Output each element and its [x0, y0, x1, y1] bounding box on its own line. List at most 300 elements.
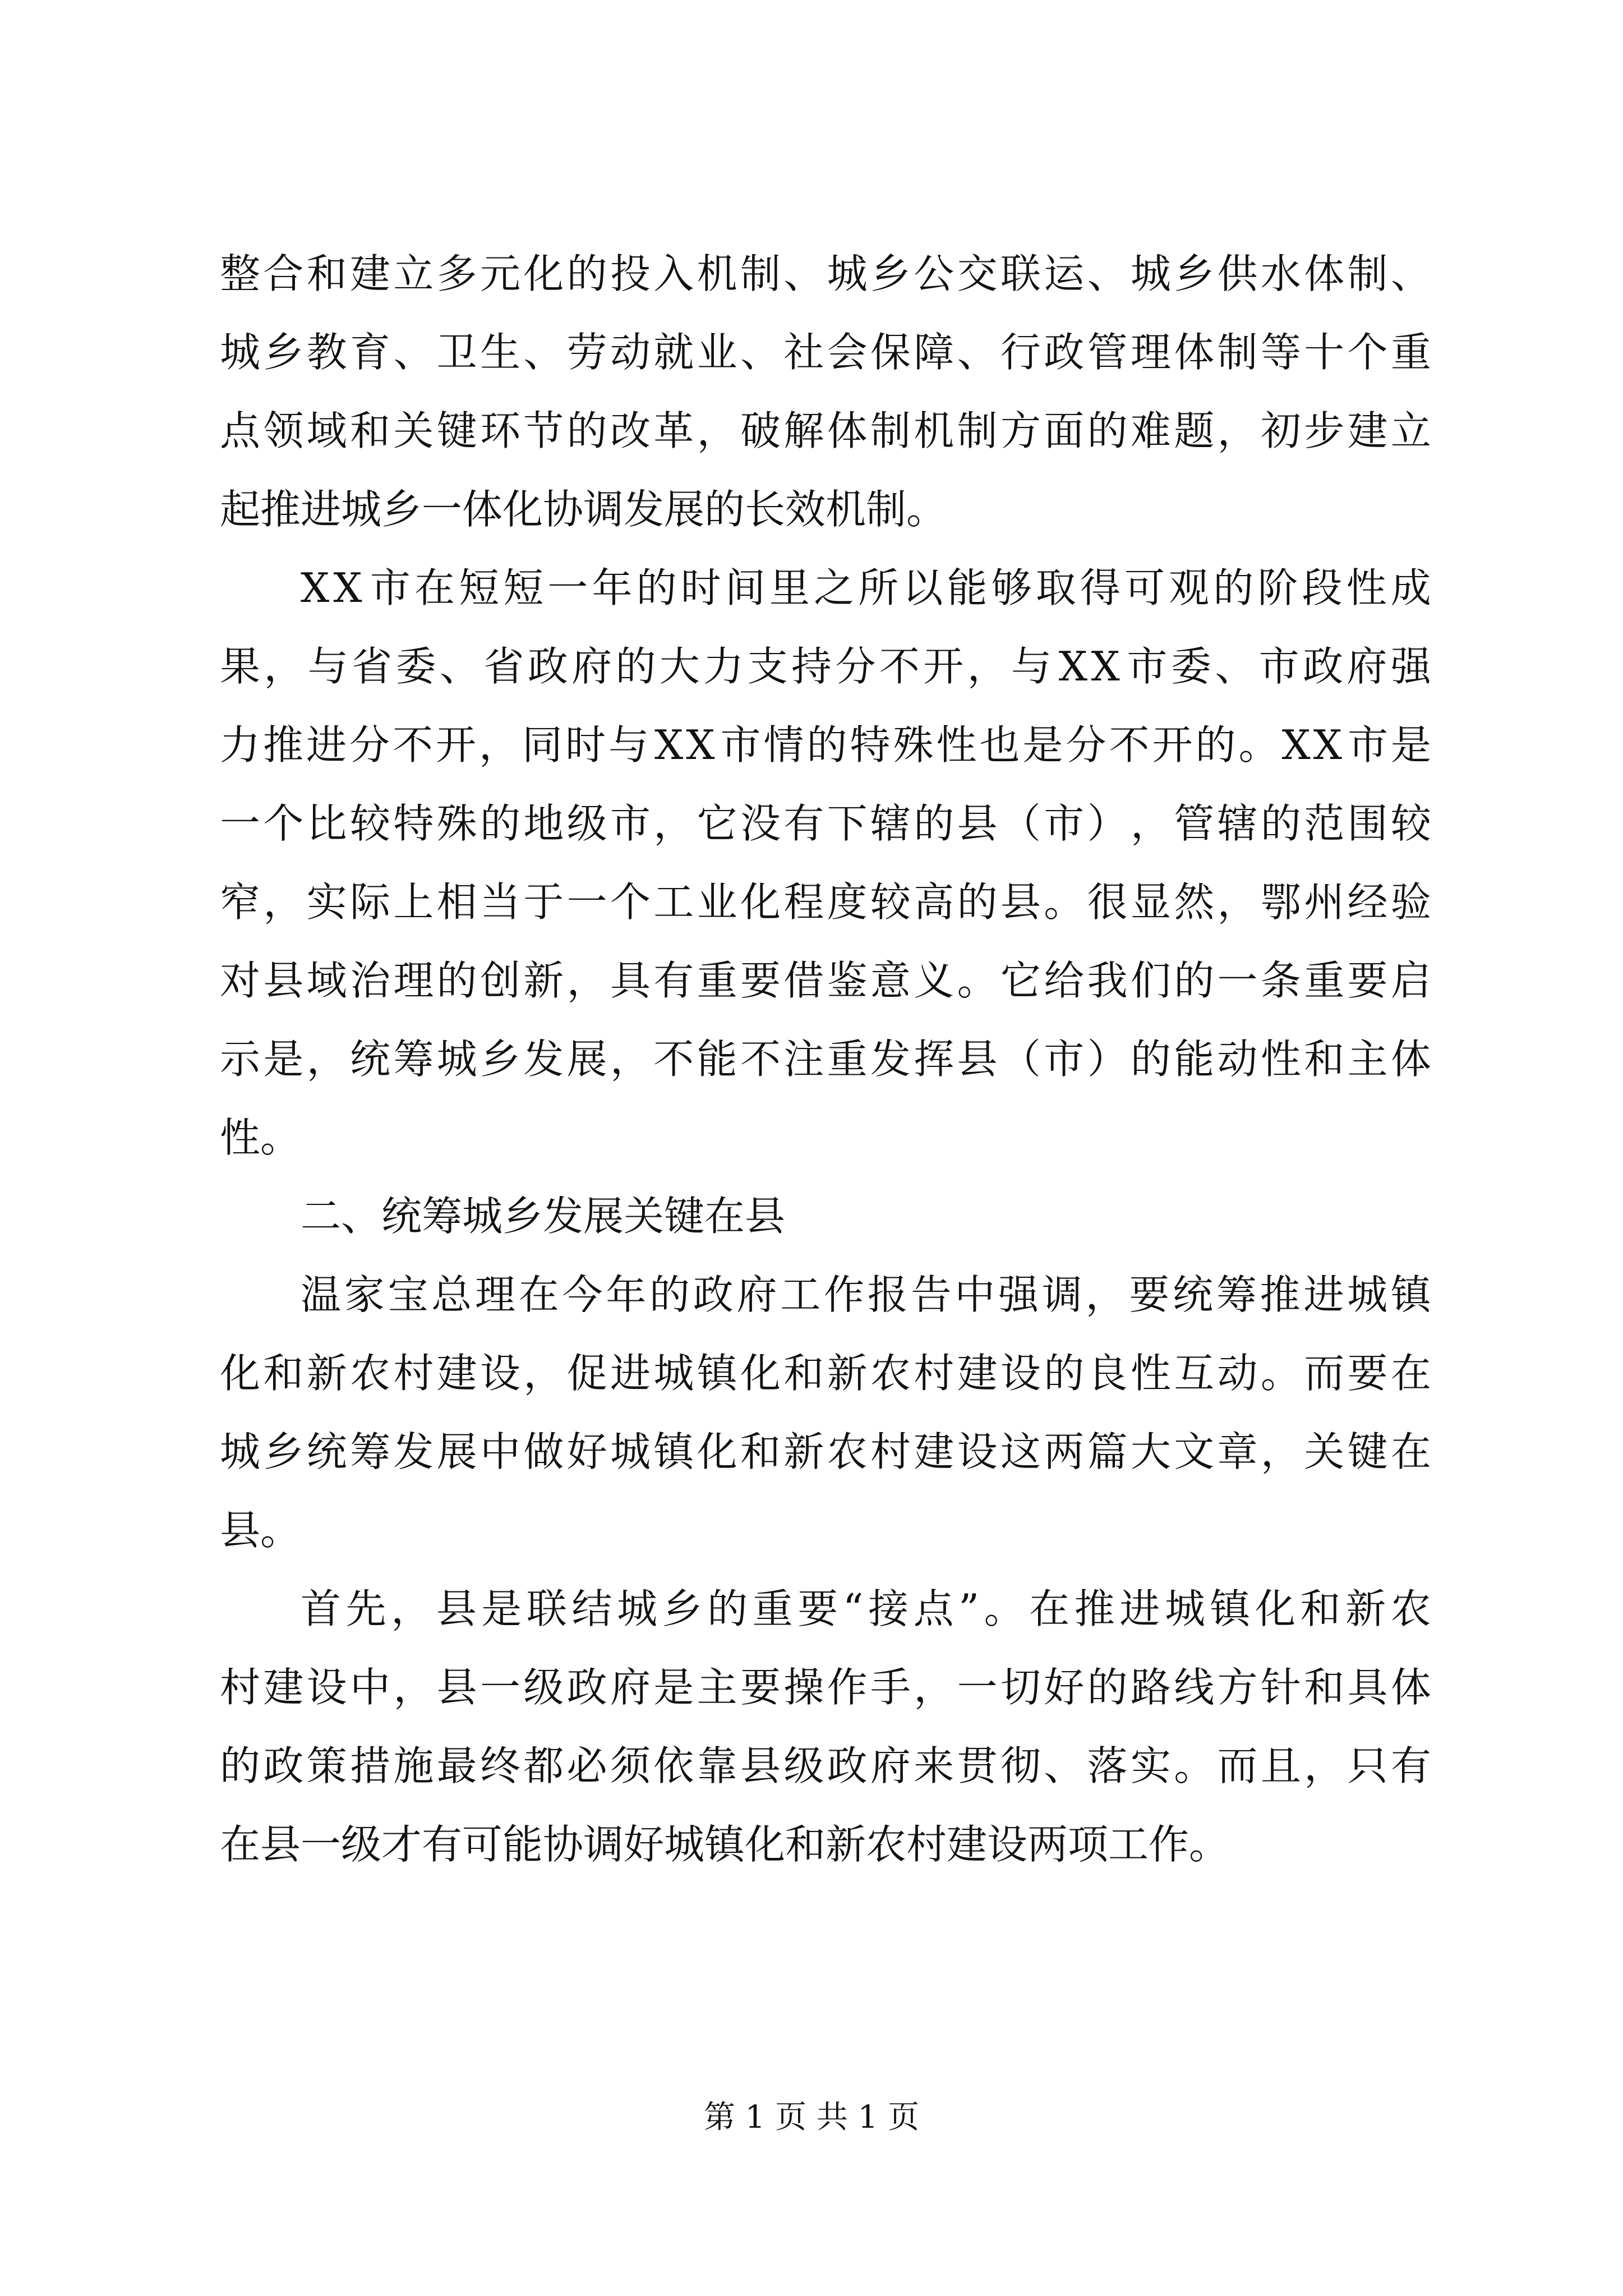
text-line: 性。	[220, 1114, 301, 1161]
text-char: 相	[436, 878, 477, 926]
text-char: 乡	[662, 1585, 703, 1632]
text-char: 而	[1304, 1350, 1345, 1397]
text-char: 施	[393, 1742, 434, 1789]
text-char: 立	[1390, 407, 1431, 454]
text-char: 不	[393, 721, 434, 769]
text-char: 个	[1347, 329, 1388, 376]
text-char: 的	[1213, 564, 1254, 611]
text-char: 的	[1174, 957, 1215, 1004]
text-char: 显	[1130, 878, 1171, 926]
text-char: 具	[610, 957, 651, 1004]
text-char: 领	[263, 407, 304, 454]
text-char: 时	[565, 721, 606, 769]
text-char: 理	[475, 1271, 516, 1318]
text-char: 的	[1087, 407, 1128, 454]
text-char: 作	[824, 1271, 865, 1318]
text-char: 县	[957, 1036, 998, 1083]
text-char: 短	[503, 564, 544, 611]
text-char: 动	[1217, 1350, 1258, 1397]
text-char: 是	[1390, 721, 1431, 769]
text-char: 辖	[1217, 800, 1258, 847]
text-char: 和	[1300, 1585, 1341, 1632]
text-char: 市	[1258, 643, 1299, 690]
text-char: 新	[306, 1350, 347, 1397]
text-char: 方	[1000, 407, 1041, 454]
text-char: X	[1281, 721, 1311, 769]
text-char: 较	[349, 800, 390, 847]
text-char: 彻	[1000, 1742, 1041, 1789]
text-char: 关	[393, 407, 434, 454]
text-char: ，	[393, 1664, 434, 1711]
text-char: 主	[697, 1664, 737, 1711]
text-char: 公	[914, 250, 955, 297]
text-char: 是	[481, 1585, 522, 1632]
text-char: 以	[902, 564, 943, 611]
text-char: 、	[1390, 250, 1431, 297]
text-char: 建	[957, 1350, 998, 1397]
text-char: 际	[349, 878, 390, 926]
text-char: 城	[220, 1428, 261, 1475]
text-char: 化	[220, 1350, 261, 1397]
text-char: 而	[1217, 1742, 1258, 1789]
text-char: ，	[1130, 800, 1171, 847]
text-char: 只	[1347, 1742, 1388, 1789]
text-char: 乡	[263, 1428, 304, 1475]
text-char: 政	[693, 1271, 734, 1318]
text-char: 省	[483, 643, 524, 690]
text-char: 重	[697, 957, 737, 1004]
text-char: 于	[523, 878, 564, 926]
text-char: 十	[1304, 329, 1345, 376]
text-char: 一	[566, 878, 607, 926]
text-char: 较	[1390, 800, 1431, 847]
text-char: 、	[1044, 1742, 1085, 1789]
text-char: 义	[914, 957, 955, 1004]
text-char: 的	[649, 1271, 690, 1318]
text-char: 要	[797, 1585, 838, 1632]
text-char: 革	[653, 407, 694, 454]
text-char: 机	[914, 407, 955, 454]
text-line	[220, 706, 1431, 784]
text-char: 生	[479, 329, 520, 376]
text-char: 行	[1000, 329, 1041, 376]
text-char: 制	[870, 407, 911, 454]
text-char: 县	[740, 1742, 781, 1789]
text-char: 难	[1130, 407, 1171, 454]
text-char: 一	[1217, 957, 1258, 1004]
text-char: 发	[870, 1036, 911, 1083]
text-char: ，	[967, 643, 1008, 690]
text-char: 制	[1217, 329, 1258, 376]
text-char: 业	[697, 329, 737, 376]
text-char: 里	[769, 564, 810, 611]
text-char: 理	[393, 957, 434, 1004]
text-char: ，	[523, 1350, 564, 1397]
text-char: 水	[1260, 250, 1301, 297]
text-char: 的	[436, 957, 477, 1004]
text-char: 家	[344, 1271, 385, 1318]
text-char: “	[842, 1585, 864, 1632]
text-char: 程	[783, 878, 824, 926]
text-char: 府	[1347, 643, 1387, 690]
text-char: 面	[1044, 407, 1085, 454]
text-char: 实	[1130, 1742, 1171, 1789]
text-char: ，	[1217, 878, 1258, 926]
text-char: 的	[479, 800, 520, 847]
text-char: 推	[1074, 1585, 1115, 1632]
text-char: 联	[526, 1585, 567, 1632]
text-char: 市	[1347, 721, 1388, 769]
text-char: 、	[957, 329, 998, 376]
text-char: 府	[571, 643, 612, 690]
text-char: 设	[1000, 1350, 1041, 1397]
text-char: 县	[263, 957, 304, 1004]
text-char: 级	[523, 1664, 564, 1711]
text-char: 市	[720, 721, 761, 769]
text-char: 必	[566, 1742, 607, 1789]
text-char: 政	[1303, 643, 1344, 690]
text-char: 结	[571, 1585, 612, 1632]
text-char: 可	[1124, 564, 1165, 611]
text-char: 初	[1260, 407, 1301, 454]
text-char: 政	[827, 1742, 868, 1789]
text-char: 调	[1041, 1271, 1082, 1318]
text-char: 鉴	[827, 957, 868, 1004]
text-char: 合	[263, 250, 304, 297]
text-char: 的	[220, 1742, 261, 1789]
text-char: 化	[740, 878, 781, 926]
text-char: 、	[1215, 643, 1256, 690]
text-char: 重	[1304, 957, 1345, 1004]
text-char: 贯	[957, 1742, 998, 1789]
text-char: 强	[1390, 643, 1431, 690]
text-char: 最	[436, 1742, 477, 1789]
text-char: 辖	[870, 800, 911, 847]
text-char: 告	[911, 1271, 952, 1318]
text-char: 促	[566, 1350, 607, 1397]
text-char: 措	[349, 1742, 390, 1789]
text-char: 取	[1035, 564, 1076, 611]
text-char: 的	[957, 878, 998, 926]
text-char: 线	[1174, 1664, 1215, 1711]
text-char: 度	[827, 878, 868, 926]
text-char: 要	[740, 957, 781, 1004]
text-char: （	[1000, 1036, 1041, 1083]
text-char: 、	[523, 329, 564, 376]
text-char: 和	[263, 1350, 304, 1397]
text-char: 农	[349, 1350, 390, 1397]
text-char: 市	[1044, 1036, 1085, 1083]
text-char: 依	[653, 1742, 694, 1789]
text-char: 州	[1304, 878, 1345, 926]
text-char: 方	[1217, 1664, 1258, 1711]
text-char: 比	[306, 800, 347, 847]
text-char: 开	[436, 721, 477, 769]
text-char: 和	[306, 250, 347, 297]
text-char: 也	[979, 721, 1020, 769]
text-line	[220, 1334, 1431, 1412]
text-char: 步	[1304, 407, 1345, 454]
text-char: 就	[653, 329, 694, 376]
text-char: 政	[263, 1742, 304, 1789]
text-char: 动	[1217, 1036, 1258, 1083]
text-line	[220, 941, 1431, 1020]
text-char: 委	[395, 643, 436, 690]
text-char: 城	[1130, 250, 1171, 297]
text-char: 交	[957, 250, 998, 297]
text-char: 乡	[870, 250, 911, 297]
text-char: 切	[1000, 1664, 1041, 1711]
text-char: 在	[1390, 1428, 1431, 1475]
text-char: 支	[747, 643, 788, 690]
text-char: 在	[414, 564, 455, 611]
text-char: 章	[1217, 1428, 1258, 1475]
text-char: 投	[610, 250, 651, 297]
text-char: 和	[783, 1350, 824, 1397]
text-line	[220, 313, 1431, 392]
text-char: 路	[1130, 1664, 1171, 1711]
text-char: 和	[1304, 1664, 1345, 1711]
text-char: 我	[1087, 957, 1128, 1004]
text-char: 针	[1260, 1664, 1301, 1711]
text-char: 体	[1174, 329, 1215, 376]
text-char: 它	[1000, 957, 1041, 1004]
text-char: 鄂	[1260, 878, 1301, 926]
text-char: 个	[263, 800, 304, 847]
text-char: 在	[518, 1271, 559, 1318]
text-char: 城	[610, 1428, 651, 1475]
text-char: 进	[610, 1350, 651, 1397]
text-char: 给	[1044, 957, 1085, 1004]
text-char: 条	[1260, 957, 1301, 1004]
text-line: 县。	[220, 1507, 301, 1554]
text-char: 整	[220, 250, 261, 297]
text-char: 手	[870, 1664, 911, 1711]
text-char: 温	[301, 1271, 342, 1318]
text-char: 篇	[1087, 1428, 1128, 1475]
text-char: 在	[1390, 1350, 1431, 1397]
text-char: 不	[879, 643, 920, 690]
text-char: 县	[1000, 878, 1041, 926]
text-char: 社	[783, 329, 824, 376]
text-char: 上	[393, 878, 434, 926]
text-char: 年	[606, 1271, 647, 1318]
text-char: 成	[1390, 564, 1431, 611]
text-char: 要	[1347, 957, 1388, 1004]
text-char: 管	[1087, 329, 1128, 376]
text-char: 立	[393, 250, 434, 297]
text-char: ，	[479, 721, 520, 769]
text-char: 、	[393, 329, 434, 376]
text-char: 创	[479, 957, 520, 1004]
text-char: 好	[1044, 1664, 1085, 1711]
text-char: ，	[610, 1036, 651, 1083]
text-line	[220, 392, 1431, 470]
text-char: 城	[653, 1350, 694, 1397]
text-char: 设	[479, 1350, 520, 1397]
text-char: 。	[957, 957, 998, 1004]
text-char: 的	[1195, 721, 1236, 769]
text-char: 借	[783, 957, 824, 1004]
text-char: 级	[783, 1742, 824, 1789]
text-char: 、	[439, 643, 480, 690]
text-line: 起推进城乡一体化协调发展的长效机制。	[220, 486, 947, 533]
text-char: 启	[1390, 957, 1431, 1004]
text-char: 保	[870, 329, 911, 376]
text-char: 元	[479, 250, 520, 297]
text-char: 。	[1174, 1742, 1215, 1789]
text-char: 理	[1130, 329, 1171, 376]
text-char: 点	[913, 1585, 954, 1632]
text-line	[220, 1020, 1431, 1098]
text-char: 落	[1087, 1742, 1128, 1789]
text-char: ，	[653, 800, 694, 847]
text-char: 。	[1260, 1350, 1301, 1397]
text-char: 政	[566, 1664, 607, 1711]
text-char: 分	[835, 643, 876, 690]
text-char: 城	[436, 1036, 477, 1083]
text-char: 设	[957, 1428, 998, 1475]
text-char: 与	[1011, 643, 1052, 690]
text-char: 制	[740, 250, 781, 297]
text-char: 且	[1260, 1742, 1301, 1789]
text-char: 新	[783, 1428, 824, 1475]
text-char: 特	[850, 721, 891, 769]
text-char: 多	[436, 250, 477, 297]
text-char: 的	[566, 250, 607, 297]
text-char: 障	[914, 329, 955, 376]
text-char: 对	[220, 957, 261, 1004]
text-char: 作	[827, 1664, 868, 1711]
page-footer: 第 1 页 共 1 页	[703, 2099, 920, 2136]
text-char: 实	[306, 878, 347, 926]
text-char: 乡	[479, 1036, 520, 1083]
text-char: 域	[306, 957, 347, 1004]
text-char: 性	[1346, 564, 1387, 611]
text-char: 持	[791, 643, 832, 690]
text-char: 观	[1169, 564, 1210, 611]
text-char: 关	[1304, 1428, 1345, 1475]
text-char: 在	[1029, 1585, 1070, 1632]
text-char: 工	[653, 878, 694, 926]
text-char: 题	[1174, 407, 1215, 454]
text-line	[220, 1648, 1431, 1727]
text-char: 村	[914, 1350, 955, 1397]
text-char: 推	[263, 721, 304, 769]
text-char: 报	[867, 1271, 908, 1318]
text-char: 良	[1087, 1350, 1128, 1397]
text-char: 来	[914, 1742, 955, 1789]
text-char: 能	[1174, 1036, 1215, 1083]
text-char: 经	[1347, 878, 1388, 926]
text-char: ）	[1087, 800, 1128, 847]
text-char: 的	[1130, 1036, 1171, 1083]
text-char: （	[1000, 800, 1041, 847]
text-char: 体	[1390, 1664, 1431, 1711]
text-char: 建	[349, 250, 390, 297]
text-char: 解	[783, 407, 824, 454]
paragraph-start-line	[220, 1255, 1431, 1334]
text-char: 卫	[436, 329, 477, 376]
text-char: 性	[936, 721, 977, 769]
text-line	[220, 1727, 1431, 1805]
text-char: 具	[1347, 1664, 1388, 1711]
text-char: 城	[1347, 1271, 1388, 1318]
text-char: 体	[827, 407, 868, 454]
text-char: 新	[1345, 1585, 1386, 1632]
text-char: 段	[1302, 564, 1343, 611]
text-char: 和	[740, 1428, 781, 1475]
text-char: 的	[1260, 800, 1301, 847]
text-char: 筹	[1216, 1271, 1257, 1318]
text-char: 性	[1260, 1036, 1301, 1083]
text-char: 府	[736, 1271, 777, 1318]
text-char: 很	[1087, 878, 1128, 926]
text-char: 注	[783, 1036, 824, 1083]
text-char: 果	[220, 643, 261, 690]
text-char: 高	[914, 878, 955, 926]
text-char: ，	[914, 1664, 955, 1711]
text-char: 没	[740, 800, 781, 847]
text-char: 验	[1390, 878, 1431, 926]
text-char: 发	[523, 1036, 564, 1083]
text-char: 一	[220, 800, 261, 847]
text-char: 破	[740, 407, 781, 454]
text-char: 农	[870, 1350, 911, 1397]
text-char: 供	[1217, 250, 1258, 297]
text-char: 重	[1390, 329, 1431, 376]
text-line	[220, 863, 1431, 941]
text-char: 下	[827, 800, 868, 847]
text-char: 这	[1000, 1428, 1041, 1475]
text-char: 中	[479, 1428, 520, 1475]
text-char: 体	[1390, 1036, 1431, 1083]
text-char: 和	[1304, 1036, 1345, 1083]
text-char: ，	[263, 878, 304, 926]
text-char: 镇	[1390, 1271, 1431, 1318]
text-char: 域	[306, 407, 347, 454]
text-char: 省	[352, 643, 393, 690]
text-char: 新	[827, 1350, 868, 1397]
text-char: 统	[306, 1428, 347, 1475]
text-char: 力	[703, 643, 744, 690]
text-char: X	[333, 564, 362, 611]
text-char: X	[686, 721, 715, 769]
text-char: 。	[1044, 878, 1085, 926]
text-char: ，	[391, 1585, 432, 1632]
text-char: ，	[1304, 1742, 1345, 1789]
text-char: 一	[547, 564, 588, 611]
text-char: 范	[1304, 800, 1345, 847]
text-char: 市	[370, 564, 411, 611]
text-char: 较	[870, 878, 911, 926]
text-char: 然	[1174, 878, 1215, 926]
text-char: 围	[1347, 800, 1388, 847]
text-char: 。	[1238, 721, 1279, 769]
text-char: 育	[349, 329, 390, 376]
text-char: 城	[827, 250, 868, 297]
text-char: 业	[697, 878, 737, 926]
text-char: 体	[1304, 250, 1345, 297]
text-char: 开	[1152, 721, 1193, 769]
text-char: 窄	[220, 878, 261, 926]
text-char: 情	[763, 721, 804, 769]
text-char: 策	[306, 1742, 347, 1789]
text-line: 在县一级才有可能协调好城镇化和新农村建设两项工作。	[220, 1821, 1230, 1868]
text-char: 的	[914, 800, 955, 847]
paragraph-start-line	[220, 1570, 1431, 1648]
text-char: 和	[349, 407, 390, 454]
